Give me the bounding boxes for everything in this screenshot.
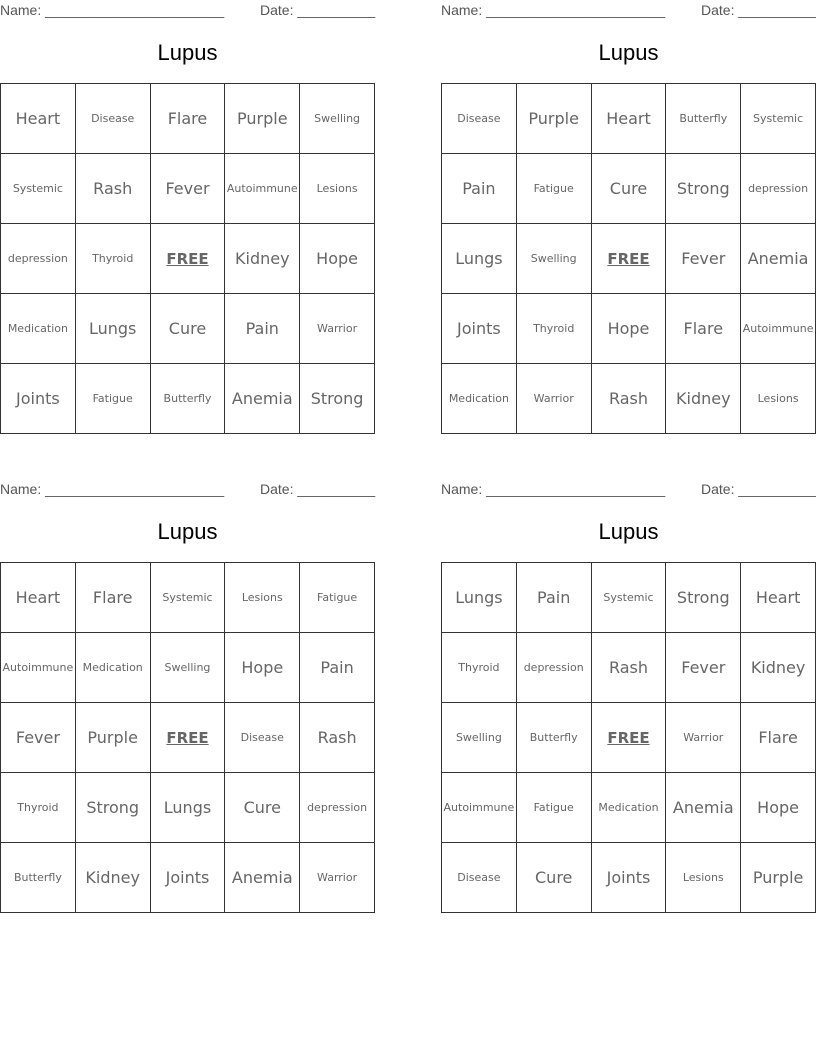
bingo-cell: Rash (591, 364, 666, 434)
bingo-cell: Disease (75, 84, 150, 154)
grid-row (1, 633, 375, 703)
bingo-cell: Heart (741, 563, 816, 633)
card-title: Lupus (598, 519, 659, 544)
bingo-cell: Fatigue (516, 154, 591, 224)
card-header (441, 0, 816, 20)
bingo-cell: Thyroid (75, 224, 150, 294)
bingo-cell: Medication (1, 294, 76, 364)
bingo-cell: Pain (300, 633, 375, 703)
free-space-cell: FREE (150, 224, 225, 294)
bingo-cell: Strong (75, 773, 150, 843)
bingo-cell: Autoimmune (442, 773, 517, 843)
name-field-label: Name: _______________________ (0, 2, 225, 18)
bingo-cell: Cure (225, 773, 300, 843)
grid-row (442, 84, 816, 154)
free-space-cell: FREE (591, 703, 666, 773)
date-field-label: Date: __________ (701, 481, 816, 497)
card-title: Lupus (157, 40, 218, 65)
bingo-cell: Butterfly (150, 364, 225, 434)
grid-row (442, 224, 816, 294)
bingo-cell: Swelling (300, 84, 375, 154)
bingo-cell: Joints (442, 294, 517, 364)
card-title: Lupus (598, 40, 659, 65)
bingo-cell: Fever (150, 154, 225, 224)
bingo-cell: Purple (741, 843, 816, 913)
grid-row (442, 843, 816, 913)
bingo-cell: Fatigue (300, 563, 375, 633)
bingo-cell: Strong (666, 563, 741, 633)
grid-row (442, 773, 816, 843)
bingo-cell: Autoimmune (225, 154, 300, 224)
date-field-label: Date: __________ (701, 2, 816, 18)
bingo-cell: Systemic (150, 563, 225, 633)
bingo-cell: Lesions (300, 154, 375, 224)
bingo-cell: Kidney (741, 633, 816, 703)
free-space-cell: FREE (591, 224, 666, 294)
bingo-cell: Swelling (442, 703, 517, 773)
bingo-cell: Hope (741, 773, 816, 843)
bingo-cell: Hope (225, 633, 300, 703)
bingo-cell: Lesions (741, 364, 816, 434)
grid-row (442, 364, 816, 434)
bingo-cell: Cure (150, 294, 225, 364)
card-header (441, 479, 816, 499)
bingo-cell: Pain (442, 154, 517, 224)
grid-row (1, 294, 375, 364)
grid-row (442, 294, 816, 364)
bingo-cell: Hope (300, 224, 375, 294)
grid-row (1, 703, 375, 773)
bingo-cell: Hope (591, 294, 666, 364)
grid-row (1, 773, 375, 843)
free-space-cell: FREE (150, 703, 225, 773)
bingo-cell: Kidney (666, 364, 741, 434)
bingo-cell: Lesions (225, 563, 300, 633)
bingo-cell: depression (1, 224, 76, 294)
bingo-cell: Rash (300, 703, 375, 773)
grid-row (1, 364, 375, 434)
bingo-cell: Anemia (225, 364, 300, 434)
bingo-cell: Pain (516, 563, 591, 633)
bingo-cell: Fever (666, 633, 741, 703)
bingo-cell: Purple (225, 84, 300, 154)
bingo-cell: Heart (1, 563, 76, 633)
name-field-label: Name: _______________________ (441, 481, 666, 497)
bingo-cell: Flare (666, 294, 741, 364)
grid-row (1, 154, 375, 224)
bingo-cell: Purple (75, 703, 150, 773)
card-title: Lupus (157, 519, 218, 544)
bingo-cell: Warrior (300, 843, 375, 913)
bingo-cell: Butterfly (666, 84, 741, 154)
bingo-cell: Kidney (225, 224, 300, 294)
grid-row (1, 224, 375, 294)
bingo-cell: Thyroid (1, 773, 76, 843)
bingo-cell: Systemic (741, 84, 816, 154)
bingo-cell: Warrior (666, 703, 741, 773)
bingo-cell: Systemic (591, 563, 666, 633)
date-field-label: Date: __________ (260, 481, 376, 497)
bingo-cell: Warrior (300, 294, 375, 364)
bingo-cell: depression (741, 154, 816, 224)
grid-row (1, 563, 375, 633)
bingo-cell: Rash (75, 154, 150, 224)
grid-row (442, 703, 816, 773)
bingo-cell: Thyroid (442, 633, 517, 703)
bingo-cell: Medication (442, 364, 517, 434)
bingo-cell: Kidney (75, 843, 150, 913)
bingo-cell: Cure (516, 843, 591, 913)
grid-row (442, 633, 816, 703)
bingo-cell: Anemia (741, 224, 816, 294)
bingo-cell: Joints (1, 364, 76, 434)
bingo-cell: Swelling (516, 224, 591, 294)
bingo-cell: Heart (1, 84, 76, 154)
bingo-cell: Lungs (442, 224, 517, 294)
bingo-cell: Pain (225, 294, 300, 364)
bingo-cell: Medication (75, 633, 150, 703)
bingo-cell: Strong (666, 154, 741, 224)
bingo-cell: depression (516, 633, 591, 703)
bingo-cell: Fever (1, 703, 76, 773)
bingo-cell: Lungs (150, 773, 225, 843)
bingo-cell: Anemia (666, 773, 741, 843)
grid-row (442, 563, 816, 633)
bingo-cell: Fever (666, 224, 741, 294)
bingo-cell: Systemic (1, 154, 76, 224)
bingo-cell: Lesions (666, 843, 741, 913)
bingo-cell: Disease (442, 843, 517, 913)
bingo-cell: Fatigue (75, 364, 150, 434)
bingo-cell: Disease (225, 703, 300, 773)
bingo-cell: depression (300, 773, 375, 843)
bingo-cell: Disease (442, 84, 517, 154)
bingo-cell: Medication (591, 773, 666, 843)
bingo-grid (441, 562, 816, 913)
bingo-cell: Joints (150, 843, 225, 913)
bingo-cell: Anemia (225, 843, 300, 913)
bingo-cell: Autoimmune (1, 633, 76, 703)
bingo-grid (0, 83, 375, 434)
bingo-cell: Butterfly (516, 703, 591, 773)
bingo-cell: Flare (75, 563, 150, 633)
bingo-cell: Flare (741, 703, 816, 773)
card-header (0, 0, 375, 20)
bingo-cell: Heart (591, 84, 666, 154)
bingo-cell: Swelling (150, 633, 225, 703)
bingo-grid (0, 562, 375, 913)
bingo-cell: Thyroid (516, 294, 591, 364)
bingo-cell: Joints (591, 843, 666, 913)
bingo-cell: Fatigue (516, 773, 591, 843)
card-header (0, 479, 375, 499)
name-field-label: Name: _______________________ (0, 481, 225, 497)
name-field-label: Name: _______________________ (441, 2, 666, 18)
grid-row (1, 84, 375, 154)
bingo-cell: Strong (300, 364, 375, 434)
bingo-cell: Warrior (516, 364, 591, 434)
bingo-cell: Butterfly (1, 843, 76, 913)
bingo-cell: Lungs (75, 294, 150, 364)
bingo-cell: Rash (591, 633, 666, 703)
bingo-cell: Flare (150, 84, 225, 154)
grid-row (1, 843, 375, 913)
date-field-label: Date: __________ (260, 2, 376, 18)
bingo-cell: Cure (591, 154, 666, 224)
bingo-cell: Purple (516, 84, 591, 154)
bingo-grid (441, 83, 816, 434)
bingo-cell: Lungs (442, 563, 517, 633)
bingo-cell: Autoimmune (741, 294, 816, 364)
grid-row (442, 154, 816, 224)
